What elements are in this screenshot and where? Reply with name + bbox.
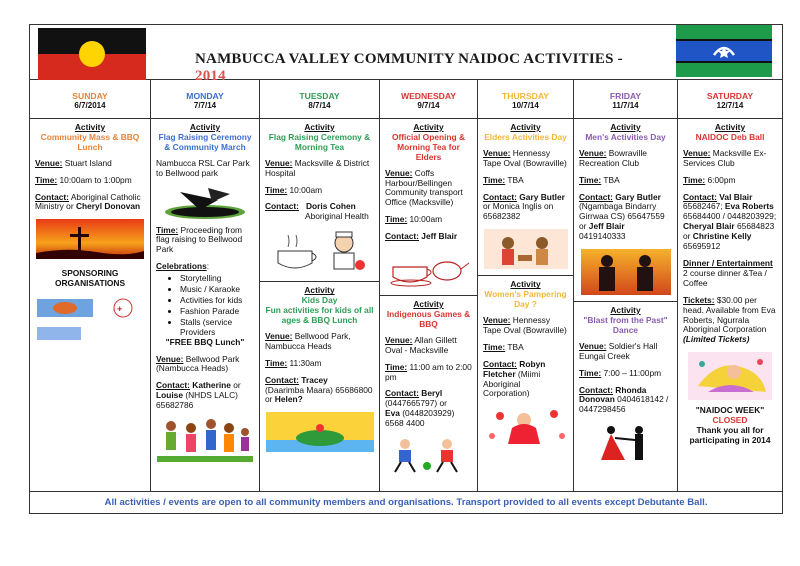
activity-title: NAIDOC Deb Ball — [695, 131, 765, 142]
kids-playground-image — [266, 412, 374, 452]
naidoc-week-label: "NAIDOC WEEK" — [695, 405, 765, 416]
list-item: • Music / Karaoke — [180, 285, 254, 295]
free-bbq-lunch: "FREE BBQ Lunch" — [165, 336, 245, 347]
days-grid — [30, 80, 782, 491]
time-line: Time: 10:00am to 1:00pm — [35, 174, 132, 185]
friday-column — [574, 80, 678, 491]
tuesday-column — [260, 80, 380, 491]
torres-strait-flag-icon — [676, 25, 772, 77]
activity-title: Flag Raising Ceremony & Community March — [158, 131, 252, 152]
wednesday-header — [380, 80, 477, 119]
flag-raising-image — [160, 186, 250, 220]
contact-line: Contact: Aboriginal Catholic Ministry or Cheryl Donovan — [35, 191, 141, 212]
morning-tea-image — [270, 229, 370, 275]
activity-heading: Activity — [413, 299, 444, 310]
contact-line: Contact: Doris Cohen Aboriginal Health — [265, 201, 369, 222]
games-kids-image — [387, 436, 471, 474]
day-name: MONDAY — [186, 91, 224, 101]
activity-heading: Activity — [189, 122, 221, 132]
thursday-header — [478, 80, 573, 119]
sunset-cross-image — [36, 219, 144, 259]
contact-line: Contact: Val Blair 65682467; Eva Roberts 65684400 / 0448203929; Cheryal Blair 65684823 or Christine Kelly 65695912 — [683, 191, 777, 252]
page-title: NAMBUCCA VALLEY COMMUNITY NAIDOC ACTIVITIES - 2014 — [195, 51, 623, 84]
wednesday-column — [380, 80, 478, 491]
time-line: Time: TBA — [483, 341, 524, 352]
list-item: • Activities for kids — [180, 296, 254, 306]
time-line: Time: 11:30am — [265, 357, 322, 368]
contact-line: Contact: Tracey (Daarimba Maara) 65686800 or Helen? — [265, 374, 373, 405]
saturday-header — [678, 80, 782, 119]
pampering-image — [484, 406, 568, 446]
time-line: Time: 11:00 am to 2:00 pm — [385, 361, 472, 382]
tickets-line: Tickets: $30.00 per head. Available from Eva Roberts, Ngurrala Aboriginal Corporation (Limited Tickets) — [683, 294, 776, 345]
monday-header — [151, 80, 259, 119]
activity-heading: Activity — [610, 305, 641, 316]
men-sunset-image — [581, 249, 671, 295]
day-date: 8/7/14 — [308, 101, 331, 111]
contact-line: Contact: Gary Butler or Monica Inglis on 65682382 — [483, 191, 565, 222]
venue-line: Venue: Bellwood Park, Nambucca Heads — [265, 330, 351, 351]
people-image — [157, 418, 253, 464]
time-line: Time: 7:00 – 11:00pm — [579, 367, 662, 378]
sunday-column — [30, 80, 151, 491]
activity-title: Indigenous Games & BBQ — [386, 308, 471, 329]
day-name: THURSDAY — [502, 91, 549, 101]
celebrations-heading: Celebrations: — [156, 261, 210, 272]
venue-line: Venue: Hennessy Tape Oval (Bowraville) — [483, 314, 567, 335]
list-item: • Fashion Parade — [180, 307, 254, 317]
sponsoring-heading: SPONSORING ORGANISATIONS — [54, 268, 126, 289]
venue-line: Venue: Soldier's Hall Eungai Creek — [579, 340, 658, 361]
activity-heading: Activity — [510, 279, 541, 290]
venue-line: Venue: Coffs Harbour/Bellingen Community transport Office (Macksville) — [385, 167, 463, 208]
time-line: Time: Proceeding from flag raising to Bellwood Park — [156, 224, 243, 255]
list-item: • Storytelling — [180, 274, 254, 284]
activity-heading: Activity — [510, 122, 541, 132]
sunday-header — [30, 80, 150, 119]
svg-text:✚: ✚ — [117, 306, 123, 314]
list-item: • Stalls (service Providers — [180, 318, 254, 338]
teapot-image — [387, 249, 471, 289]
activity-subtitle: Fun activities for kids of all ages & BBQ Lunch — [265, 305, 374, 325]
dancers-image — [581, 422, 671, 462]
time-line: Time: 10:00am — [385, 214, 443, 225]
venue-line: Venue: Macksville & District Hospital — [265, 157, 370, 178]
contact-line: Contact: Gary Butler (Ngambaga Bindarry Girrwaa CS) 65647559 or Jeff Blair 0419140333 — [579, 191, 665, 242]
activity-title: Women's Pampering Day ? — [484, 289, 567, 310]
header — [30, 25, 782, 84]
day-date: 7/7/14 — [193, 101, 217, 111]
day-date: 12/7/14 — [716, 101, 744, 111]
day-name: SATURDAY — [706, 91, 754, 101]
venue-line: Venue: Bellwood Park (Nambucca Heads) — [156, 353, 240, 374]
activity-title: Kids Day — [301, 295, 338, 306]
activity-title: "Blast from the Past" Dance — [583, 314, 668, 335]
activity-title: Community Mass & BBQ Lunch — [40, 131, 140, 152]
venue-line: Venue: Bowraville Recreation Club — [579, 147, 647, 168]
elders-image — [484, 229, 568, 269]
activity-title: Flag Raising Ceremony & Morning Tea — [268, 131, 371, 152]
contact-line: Contact: Robyn Fletcher (Miimi Aboriginal Corporation) — [483, 358, 546, 399]
closed-label: CLOSED — [712, 415, 748, 426]
sponsor-logos — [35, 293, 145, 353]
location-line: Nambucca RSL Car Park to Bellwood park — [156, 157, 250, 178]
day-date: 6/7/2014 — [74, 101, 106, 111]
deb-ball-image — [688, 352, 772, 400]
time-line: Time: TBA — [579, 174, 620, 185]
monday-column — [151, 80, 260, 491]
activity-heading: Activity — [413, 122, 444, 132]
activity-heading: Activity — [304, 122, 335, 132]
activity-heading: Activity — [304, 285, 335, 296]
tuesday-header — [260, 80, 379, 119]
naidoc-flyer — [29, 24, 783, 514]
contact-line: Contact: Katherine or Louise (NHDS LALC) 65682786 — [156, 380, 241, 411]
aboriginal-flag-icon — [38, 28, 146, 80]
activity-title: Official Opening & Morning Tea for Elders — [391, 131, 466, 162]
activity-title: Men's Activities Day — [585, 131, 666, 142]
contact-line: Contact: Beryl (0447665797) or Eva (0448203929) 6568 4400 — [385, 388, 455, 429]
venue-line: Venue: Stuart Island — [35, 157, 112, 168]
friday-header — [574, 80, 677, 119]
activity-heading: Activity — [714, 122, 746, 132]
dinner-heading: Dinner / Entertainment — [683, 257, 773, 268]
day-name: FRIDAY — [609, 91, 642, 101]
activity-title: Elders Activities Day — [484, 131, 567, 142]
thursday-column — [478, 80, 574, 491]
contact-line: Contact: Rhonda Donovan 0404618142 / 0447298456 — [579, 384, 669, 415]
day-name: SUNDAY — [72, 91, 108, 101]
day-date: 9/7/14 — [417, 101, 440, 111]
day-name: WEDNESDAY — [400, 91, 457, 101]
saturday-column — [678, 80, 782, 491]
day-date: 10/7/14 — [512, 101, 539, 111]
celebrations-list — [156, 274, 254, 337]
thank-you-note: Thank you all for participating in 2014 — [689, 425, 771, 445]
time-line: Time: 6:00pm — [683, 174, 736, 185]
activity-heading: Activity — [610, 122, 641, 132]
footer-note: All activities / events are open to all community members and organisations. Transport provided to all events except Debutante Ball. — [30, 491, 782, 513]
dinner-line: 2 course dinner &Tea / Coffee — [683, 267, 767, 288]
venue-line: Venue: Macksville Ex-Services Club — [683, 147, 767, 168]
day-date: 11/7/14 — [612, 101, 639, 111]
day-name: TUESDAY — [299, 91, 340, 101]
venue-line: Venue: Allan Gillett Oval - Macksville — [385, 334, 457, 355]
time-line: Time: 10:00am — [265, 184, 323, 195]
venue-line: Venue: Hennessy Tape Oval (Bowraville) — [483, 147, 567, 168]
contact-line: Contact: Jeff Blair — [385, 231, 458, 242]
activity-heading: Activity — [74, 122, 106, 132]
time-line: Time: TBA — [483, 174, 524, 185]
